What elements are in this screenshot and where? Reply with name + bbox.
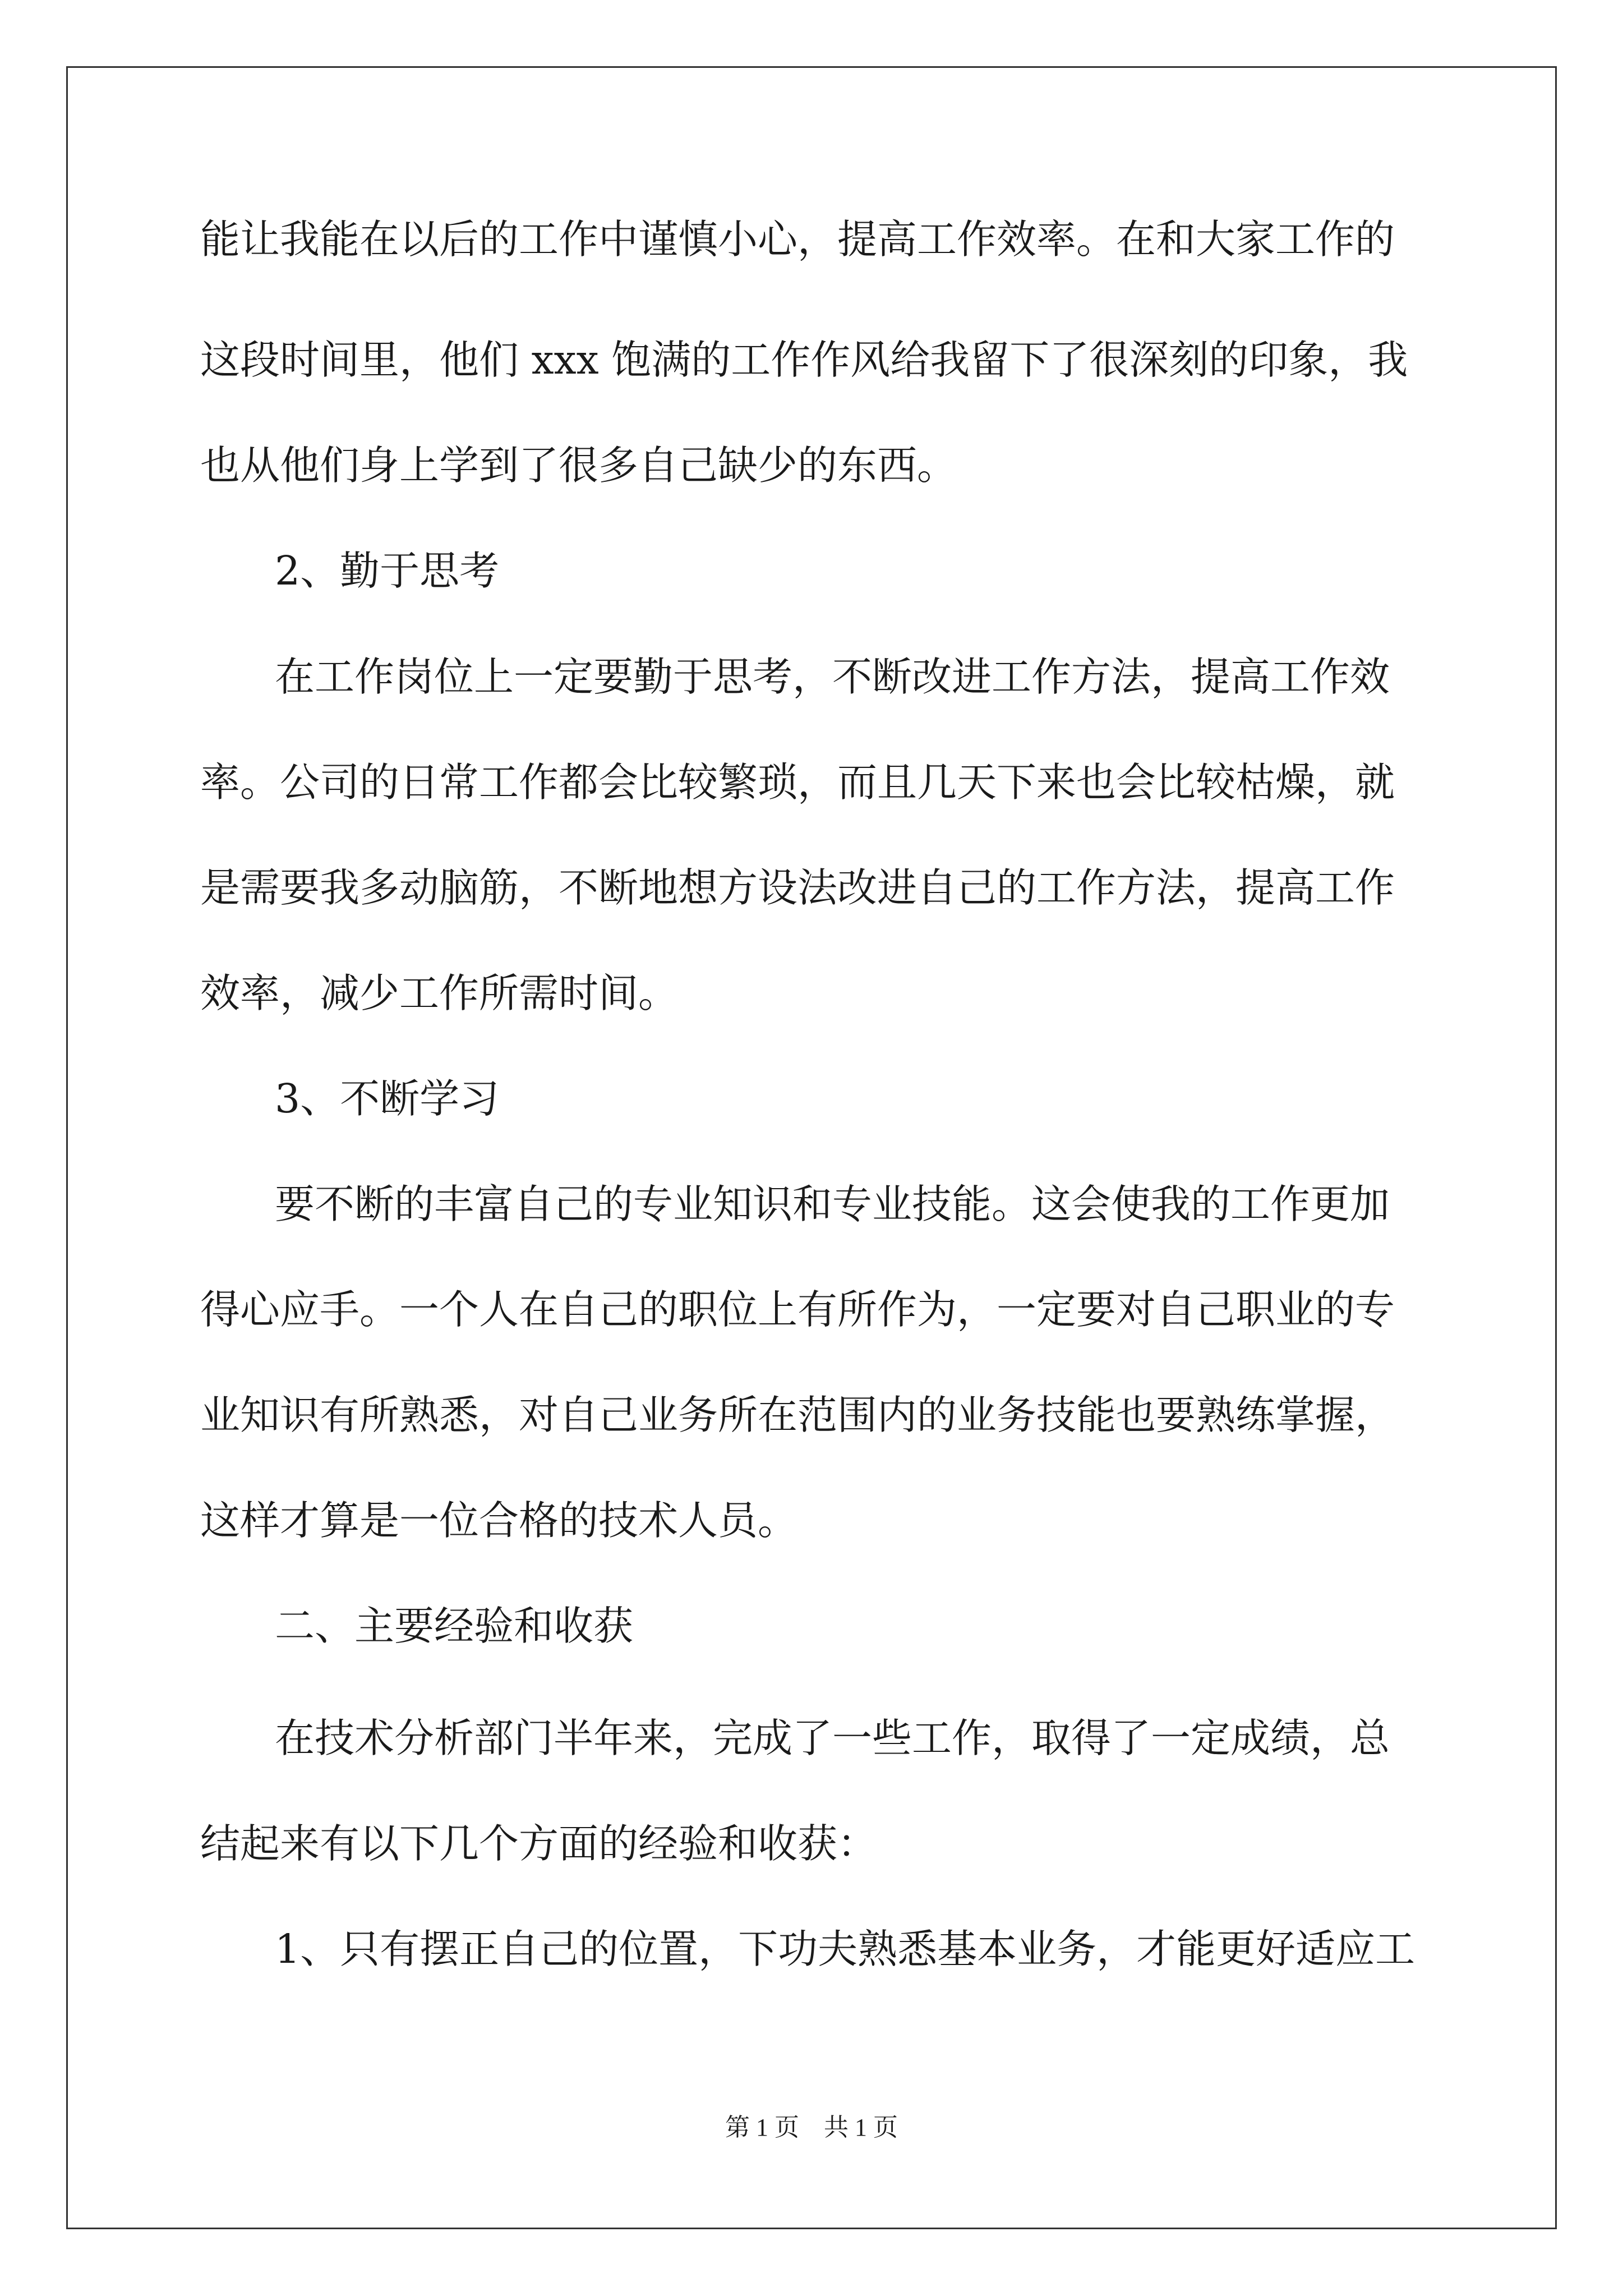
section-heading: 二、主要经验和收获 bbox=[275, 1603, 634, 1649]
paragraph-line: 1、只有摆正自己的位置，下功夫熟悉基本业务，才能更好适应工 bbox=[275, 1926, 1415, 1972]
paragraph-line: 得心应手。一个人在自己的职位上有所作为，一定要对自己职业的专 bbox=[200, 1286, 1395, 1333]
paragraph-line: 在工作岗位上一定要勤于思考，不断改进工作方法，提高工作效 bbox=[275, 654, 1390, 700]
paragraph-line: 在技术分析部门半年来，完成了一些工作，取得了一定成绩，总 bbox=[275, 1715, 1390, 1761]
paragraph-line: 这样才算是一位合格的技术人员。 bbox=[200, 1497, 798, 1544]
section-heading: 2、勤于思考 bbox=[275, 547, 500, 594]
paragraph-line: 要不断的丰富自己的专业知识和专业技能。这会使我的工作更加 bbox=[275, 1181, 1390, 1227]
paragraph-line: 这段时间里，他们 xxx 饱满的工作作风给我留下了很深刻的印象，我 bbox=[200, 337, 1408, 383]
page-footer: 第 1 页 共 1 页 bbox=[725, 2114, 898, 2141]
paragraph-line: 效率，减少工作所需时间。 bbox=[200, 970, 679, 1016]
section-heading: 3、不断学习 bbox=[275, 1075, 500, 1122]
paragraph-line: 能让我能在以后的工作中谨慎小心，提高工作效率。在和大家工作的 bbox=[200, 216, 1395, 263]
paragraph-line: 业知识有所熟悉，对自己业务所在范围内的业务技能也要熟练掌握， bbox=[200, 1392, 1395, 1438]
paragraph-line: 结起来有以下几个方面的经验和收获： bbox=[200, 1820, 878, 1867]
paragraph-line: 也从他们身上学到了很多自己缺少的东西。 bbox=[200, 442, 957, 489]
page-border bbox=[66, 66, 1557, 2229]
paragraph-line: 率。公司的日常工作都会比较繁琐，而且几天下来也会比较枯燥，就 bbox=[200, 759, 1395, 806]
paragraph-line: 是需要我多动脑筋，不断地想方设法改进自己的工作方法，提高工作 bbox=[200, 864, 1395, 911]
